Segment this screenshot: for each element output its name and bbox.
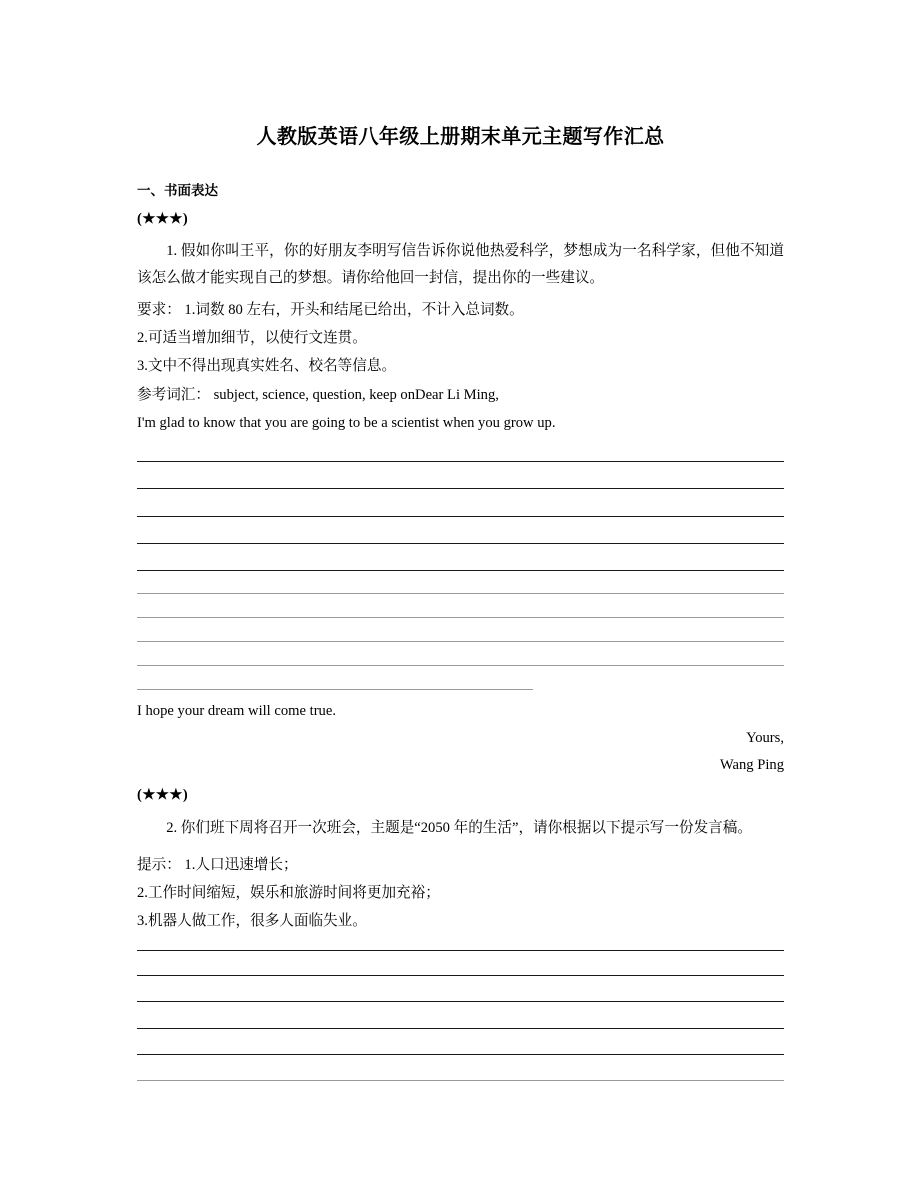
question-2-hint-3: 3.机器人做工作，很多人面临失业。 [137,913,367,929]
answer-rule-line [137,975,784,976]
question-1-opening-line: I'm glad to know that you are going to be a scientist when you grow up. [137,415,556,431]
answer-rule-line [137,1080,784,1081]
question-2-hint-2: 2.工作时间缩短，娱乐和旅游时间将更加充裕； [137,885,440,901]
answer-rule-line [137,516,784,517]
section-heading: 一、书面表达 [137,183,218,198]
question-1-difficulty-stars: (★★★) [137,211,189,227]
question-1-vocabulary: 参考词汇： subject, science, question, keep onDear Li Ming, [137,387,499,403]
answer-rule-line [137,488,784,489]
answer-rule-line [137,1001,784,1002]
question-1-stem: 1. 假如你叫王平，你的好朋友李明写信告诉你说他热爱科学，梦想成为一名科学家，但他不知道该怎么做才能实现自己的梦想。请你给他回一封信，提出你的一些建议。 [137,243,784,286]
answer-rule-line [137,641,784,642]
answer-rule-line [137,461,784,462]
page-title: 人教版英语八年级上册期末单元主题写作汇总 [256,126,665,148]
answer-rule-line [137,1054,784,1055]
question-1-requirement-3: 3.文中不得出现真实姓名、校名等信息。 [137,358,397,374]
question-1-requirement-1: 要求： 1.词数 80 左右，开头和结尾已给出，不计入总词数。 [137,302,524,318]
question-2-stem: 2. 你们班下周将召开一次班会，主题是“2050 年的生活”，请你根据以下提示写一份发言稿。 [166,820,752,836]
answer-rule-line [137,950,784,951]
answer-rule-line [137,593,784,594]
answer-rule-line [137,689,533,690]
question-1-requirement-2: 2.可适当增加细节，以使行文连贯。 [137,330,367,346]
question-1-closing-line: I hope your dream will come true. [137,703,336,719]
question-1-signoff: Yours, [746,730,784,746]
answer-rule-line [137,665,784,666]
answer-rule-line [137,1028,784,1029]
question-2-difficulty-stars: (★★★) [137,787,189,803]
answer-rule-line [137,617,784,618]
answer-rule-line [137,543,784,544]
answer-rule-line [137,570,784,571]
question-2-hint-1: 提示： 1.人口迅速增长； [137,857,298,873]
question-1-signature: Wang Ping [719,757,784,773]
